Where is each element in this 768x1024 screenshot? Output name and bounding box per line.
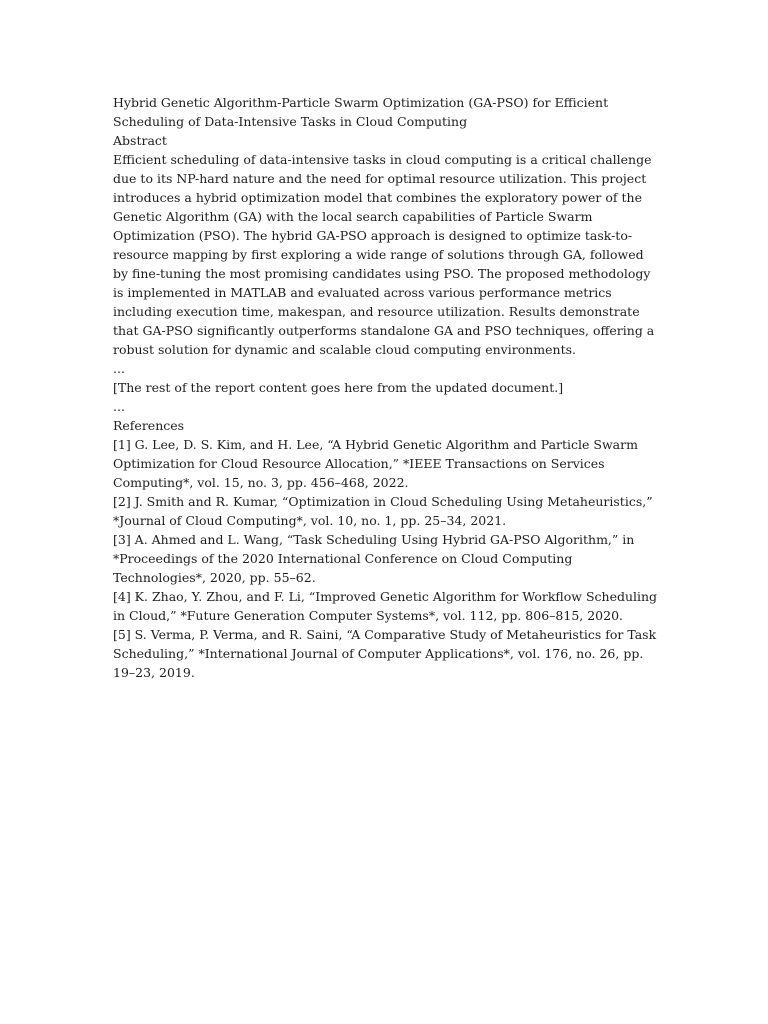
placeholder-text: [The rest of the report content goes here from the updated document.]: [113, 380, 564, 395]
ellipsis-top: ...: [113, 361, 125, 376]
references-heading: References: [113, 418, 185, 433]
abstract-text: Efficient scheduling of data-intensive tasks in cloud computing is a critical challenge due to its NP-hard nature and the need for optimal resource utilization. This project introduces a hybrid optimization model that combines the exploratory power of the Genetic Algorithm (GA) with the local search capabilities of Particle Swarm Optimization (PSO). The hybrid GA-PSO approach is designed to optimize task-to-resource mapping by first exploring a wide range of solutions through GA, followed by fine-tuning the most promising candidates using PSO. The proposed methodology is implemented in MATLAB and evaluated across various performance metrics including execution time, makespan, and resource utilization. Results demonstrate that GA-PSO significantly outperforms standalone GA and PSO techniques, offering a robust solution for dynamic and scalable cloud computing environments.: [113, 152, 655, 357]
abstract-heading: Abstract: [113, 133, 167, 148]
reference-item: [3] A. Ahmed and L. Wang, “Task Scheduling Using Hybrid GA-PSO Algorithm,” in *Proceedings of the 2020 International Conference on Cloud Computing Technologies*, 2020, pp. 55–62.: [113, 532, 635, 585]
references-list: [113, 435, 661, 682]
reference-item: [1] G. Lee, D. S. Kim, and H. Lee, “A Hybrid Genetic Algorithm and Particle Swarm Optimization for Cloud Resource Allocation,” *IEEE Transactions on Services Computing*, vol. 15, no. 3, pp. 456–468, 2022.: [113, 437, 638, 490]
document-page: [113, 93, 661, 682]
reference-item: [5] S. Verma, P. Verma, and R. Saini, “A Comparative Study of Metaheuristics for Task Scheduling,” *International Journal of Computer Applications*, vol. 176, no. 26, pp. 19–23, 2019.: [113, 627, 657, 680]
reference-item: [2] J. Smith and R. Kumar, “Optimization in Cloud Scheduling Using Metaheuristics,” *Journal of Cloud Computing*, vol. 10, no. 1, pp. 25–34, 2021.: [113, 494, 653, 528]
ellipsis-bottom: ...: [113, 399, 125, 414]
document-title: Hybrid Genetic Algorithm-Particle Swarm Optimization (GA-PSO) for Efficient Scheduling of Data-Intensive Tasks in Cloud Computing: [113, 95, 609, 129]
reference-item: [4] K. Zhao, Y. Zhou, and F. Li, “Improved Genetic Algorithm for Workflow Scheduling in Cloud,” *Future Generation Computer Systems*, vol. 112, pp. 806–815, 2020.: [113, 589, 658, 623]
